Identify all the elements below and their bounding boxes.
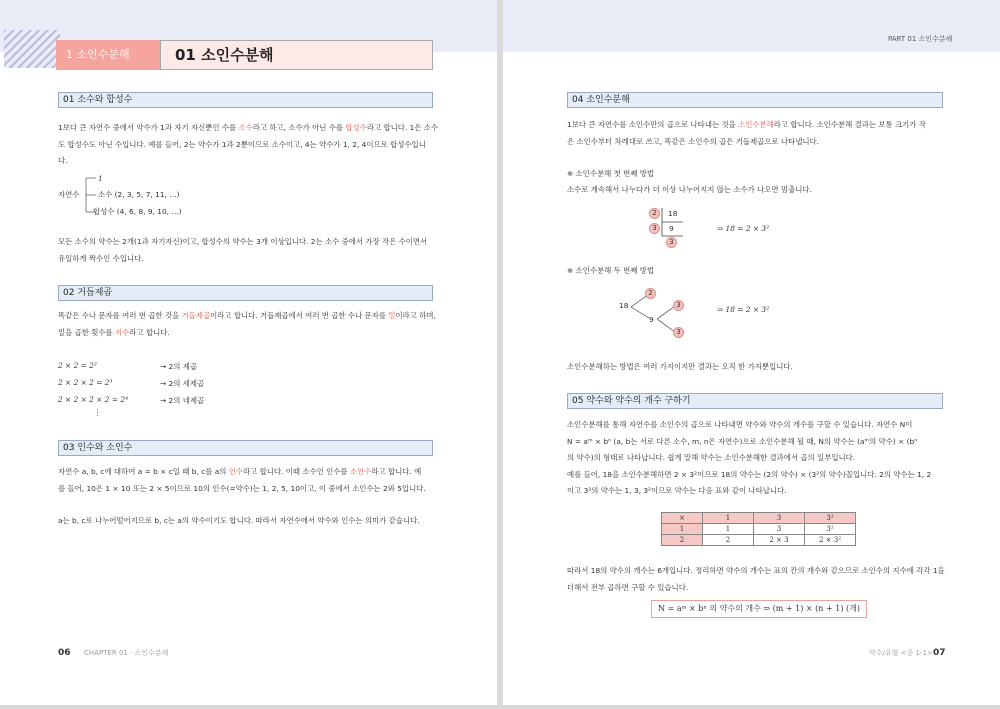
tree-9: 9 <box>649 315 654 324</box>
tree-one: 1 <box>98 174 103 183</box>
power-desc-2: → 2의 세제곱 <box>160 379 205 388</box>
sec3-paragraph: 자연수 a, b, c에 대하여 a = b × c일 때 b, c를 a의 인수라고 합니다. 이때 소수인 인수를 소인수라고 합니다. 예 를 들어, 10은 1 × 10 또는 2 × 5이므로 10의 인수(=약수)는 1, 2, 5, 10이고, 이 중에서 소인수는 2와 5입니다. <box>58 467 426 493</box>
power-expr-3: 2 × 2 × 2 × 2 = 2⁴ <box>58 395 129 404</box>
sec5-paragraph-2: 따라서 18의 약수의 개수는 6개입니다. 정리하면 약수의 개수는 표의 칸의 개수와 같으므로 소인수의 지수에 각각 1을 더해서 전부 곱하면 구할 수 있습니다. <box>567 566 945 592</box>
sec1-paragraph: 1보다 큰 자연수 중에서 약수가 1과 자기 자신뿐인 수를 소수라고 하고, 소수가 아닌 수를 합성수라고 합니다. 1은 소수 도 합성수도 아닌 수입니다. 예를 들어, 2는 약수가 1과 2뿐이므로 소수이고, 4는 약수가 1, 2, 4이므로 합성수입니 다. <box>58 123 439 165</box>
tree-composite: 합성수 (4, 6, 8, 9, 10, …) <box>93 207 182 216</box>
table-cell: 2 × 3 <box>754 535 805 546</box>
tree-3a: 3 <box>673 300 684 311</box>
quotient-3: 3 <box>666 237 677 248</box>
tree-prime: 소수 (2, 3, 5, 7, 11, …) <box>98 190 180 199</box>
sec4-note: 소인수분해하는 방법은 여러 가지이지만 결과는 오직 한 가지뿐입니다. <box>567 362 793 371</box>
dividend-18: 18 <box>668 209 678 218</box>
section-heading-factorization: 04 소인수분해 <box>567 92 943 108</box>
tree-2: 2 <box>645 288 656 299</box>
table-cell: 3² <box>805 513 856 524</box>
divisor-3: 3 <box>649 223 660 234</box>
divisor-2: 2 <box>649 208 660 219</box>
section-heading-primes: 01 소수와 합성수 <box>58 92 433 108</box>
power-expr-2: 2 × 2 × 2 = 2³ <box>58 378 113 387</box>
sec2-paragraph: 똑같은 수나 문자를 여러 번 곱한 것을 거듭제곱이라고 합니다. 거듭제곱에서 여러 번 곱한 수나 문자를 밑이라고 하며, 밑을 곱한 횟수를 지수라고 합니다. <box>58 311 436 337</box>
method1-desc: 소수로 계속해서 나누다가 더 이상 나누어지지 않는 소수가 나오면 멈춥니다. <box>567 185 812 194</box>
table-row <box>662 524 856 535</box>
divisor-table <box>661 512 856 546</box>
tree-18: 18 <box>619 301 629 310</box>
section-heading-powers: 02 거듭제곱 <box>58 285 433 301</box>
section-heading-divisors: 05 약수와 약수의 개수 구하기 <box>567 393 943 409</box>
result-2: ⇒ 18 = 2 × 3² <box>717 305 770 314</box>
table-row <box>662 513 856 524</box>
right-page <box>503 0 1000 705</box>
table-cell: 3 <box>754 513 805 524</box>
footer-right: 약수/유형 <중 1-1> <box>869 649 933 657</box>
method1-title: ※ 소인수분해 첫 번째 방법 <box>567 169 654 178</box>
table-cell: × <box>662 513 703 524</box>
table-cell: 2 <box>662 535 703 546</box>
table-cell: 3 <box>754 524 805 535</box>
tree-root: 자연수 <box>58 190 80 199</box>
table-cell: 2 <box>703 535 754 546</box>
sec1-paragraph-2: 모든 소수의 약수는 2개(1과 자기자신)이고, 합성수의 약수는 3개 이상입니다. 2는 소수 중에서 가장 작은 수이면서 유일하게 짝수인 수입니다. <box>58 237 428 263</box>
power-desc-3: → 2의 네제곱 <box>160 396 205 405</box>
chapter-tab: 1 소인수분해 <box>56 40 160 70</box>
table-row <box>662 535 856 546</box>
table-cell: 3² <box>805 524 856 535</box>
power-expr-1: 2 × 2 = 2² <box>58 361 97 370</box>
dividend-9: 9 <box>669 224 674 233</box>
page-number-left: 06 <box>58 648 71 658</box>
power-desc-1: → 2의 제곱 <box>160 362 198 371</box>
page-number-right: 07 <box>933 648 946 658</box>
power-dots: ⋮ <box>94 408 102 417</box>
division-lines <box>661 206 685 238</box>
footer-left: CHAPTER 01 · 소인수분해 <box>84 649 169 657</box>
chapter-title: 01 소인수분해 <box>160 40 433 70</box>
divisor-count-formula: N = aᵐ × bⁿ 의 약수의 개수 ⇒ (m + 1) × (n + 1) (개) <box>651 600 867 618</box>
header-band-right <box>503 0 1000 52</box>
decor-stripe <box>4 30 60 68</box>
method2-title: ※ 소인수분해 두 번째 방법 <box>567 266 654 275</box>
sec3-paragraph-2: a는 b, c로 나누어떨어지므로 b, c는 a의 약수이기도 합니다. 따라서 자연수에서 약수와 인수는 의미가 같습니다. <box>58 516 420 525</box>
section-heading-factors: 03 인수와 소인수 <box>58 440 433 456</box>
table-cell: 1 <box>703 524 754 535</box>
result-1: ⇒ 18 = 2 × 3² <box>717 224 770 233</box>
part-label: PART 01 소인수분해 <box>888 35 953 43</box>
table-cell: 2 × 3² <box>805 535 856 546</box>
sec5-paragraph: 소인수분해를 통해 자연수를 소인수의 곱으로 나타내면 약수와 약수의 개수를 구할 수 있습니다. 자연수 N이 N = aᵐ × bⁿ (a, b는 서로 다른 소수, m, n은 자연수)으로 소인수분해 될 때, N의 약수는 (aᵐ의 약수) × (bⁿ 의 약수)의 형태로 나타납니다. 쉽게 말해 약수는 소인수분해한 결과에서 곱의 일부입니다. 예를 들어, 18을 소인수분해하면 2 × 3²이므로 18의 약수는 (2의 약수) × (3²의 약수)꼴입니다. 2의 약수는 1, 2 이고 3²의 약수는 1, 3, 3²이므로 약수는 다음 표와 같이 나타납니다. <box>567 420 932 495</box>
left-page <box>0 0 497 705</box>
table-cell: 1 <box>703 513 754 524</box>
sec4-paragraph: 1보다 큰 자연수를 소인수만의 곱으로 나타내는 것을 소인수분해라고 합니다. 소인수분해 결과는 보통 크기가 작 은 소인수부터 차례대로 쓰고, 똑같은 소인수의 곱은 거듭제곱으로 나타냅니다. <box>567 120 926 146</box>
tree-3b: 3 <box>673 327 684 338</box>
table-cell: 1 <box>662 524 703 535</box>
